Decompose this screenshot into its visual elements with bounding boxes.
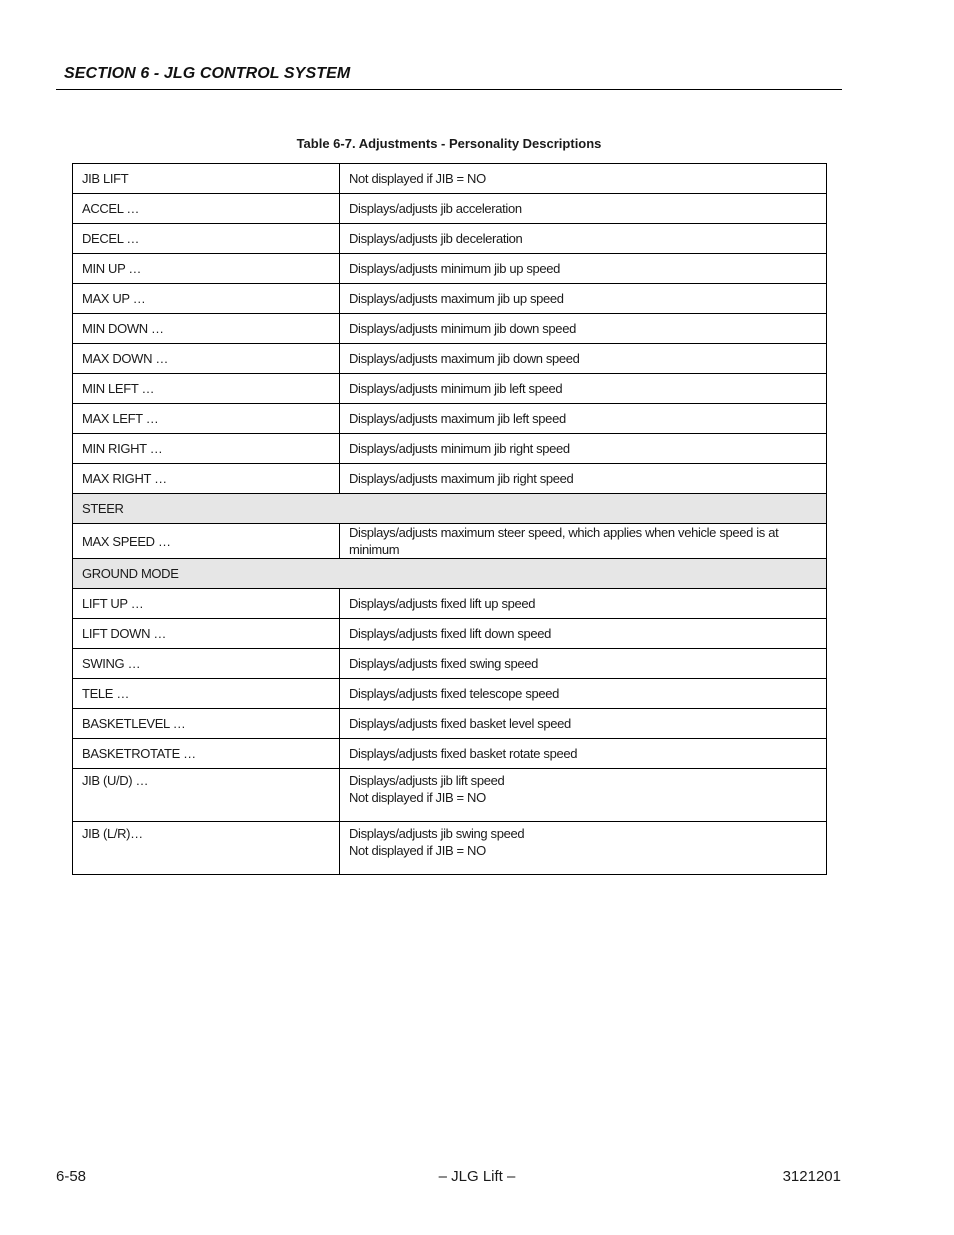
description-line: Displays/adjusts jib deceleration — [349, 231, 523, 246]
table-group-heading — [73, 494, 827, 524]
description-cell — [340, 709, 827, 739]
table-row — [73, 314, 827, 344]
description-line: Displays/adjusts minimum jib up speed — [349, 261, 561, 276]
table-row — [73, 679, 827, 709]
table-row — [73, 589, 827, 619]
table-row — [73, 434, 827, 464]
parameter-name-cell: MAX LEFT … — [73, 404, 340, 434]
description-line: Displays/adjusts minimum jib down speed — [349, 321, 576, 336]
section-title: SECTION 6 - JLG CONTROL SYSTEM — [64, 65, 351, 82]
parameter-name-cell: DECEL … — [73, 224, 340, 254]
table-row — [73, 769, 827, 822]
table-row — [73, 404, 827, 434]
description-cell — [340, 619, 827, 649]
description-cell — [340, 404, 827, 434]
description-cell — [340, 739, 827, 769]
section-header — [56, 64, 842, 90]
personality-table-body — [73, 164, 827, 875]
parameter-name-cell: MAX SPEED … — [73, 524, 340, 559]
description-line: Displays/adjusts maximum jib down speed — [349, 351, 580, 366]
table-row — [73, 619, 827, 649]
table-row — [73, 524, 827, 559]
document-number: 3121201 — [782, 1168, 841, 1185]
parameter-name-cell: MAX UP … — [73, 284, 340, 314]
description-line: Not displayed if JIB = NO — [349, 790, 486, 805]
table-caption: Table 6-7. Adjustments - Personality Descriptions — [296, 136, 602, 151]
table-row — [73, 374, 827, 404]
parameter-name-cell: SWING … — [73, 649, 340, 679]
parameter-name-cell: BASKETROTATE … — [73, 739, 340, 769]
description-cell — [340, 194, 827, 224]
description-line: Displays/adjusts maximum steer speed, which applies when vehicle speed is at minimum — [349, 525, 779, 557]
table-row — [73, 739, 827, 769]
parameter-name-cell: BASKETLEVEL … — [73, 709, 340, 739]
description-cell — [340, 164, 827, 194]
parameter-name-cell: JIB (U/D) … — [73, 769, 340, 822]
description-line: Displays/adjusts fixed telescope speed — [349, 686, 559, 701]
description-line: Displays/adjusts fixed swing speed — [349, 656, 538, 671]
description-cell — [340, 464, 827, 494]
description-line: Displays/adjusts fixed basket level speed — [349, 716, 571, 731]
page-number: 6-58 — [56, 1168, 87, 1185]
description-line: Displays/adjusts maximum jib right speed — [349, 471, 574, 486]
description-line: Displays/adjusts jib swing speed — [349, 826, 525, 841]
parameter-name-cell: JIB LIFT — [73, 164, 340, 194]
parameter-name-cell: LIFT DOWN … — [73, 619, 340, 649]
table-row — [73, 164, 827, 194]
parameter-name-cell: LIFT UP … — [73, 589, 340, 619]
description-cell — [340, 284, 827, 314]
description-cell — [340, 524, 827, 559]
group-heading-cell: GROUND MODE — [73, 559, 827, 589]
parameter-name-cell: MIN UP … — [73, 254, 340, 284]
table-row — [73, 194, 827, 224]
description-line: Displays/adjusts fixed lift up speed — [349, 596, 536, 611]
table-row — [73, 344, 827, 374]
description-line: Not displayed if JIB = NO — [349, 171, 486, 186]
description-cell — [340, 224, 827, 254]
parameter-name-cell: MAX RIGHT … — [73, 464, 340, 494]
table-row — [73, 709, 827, 739]
parameter-name-cell: TELE … — [73, 679, 340, 709]
description-line: Not displayed if JIB = NO — [349, 843, 486, 858]
parameter-name-cell: JIB (L/R)… — [73, 822, 340, 875]
table-group-heading — [73, 559, 827, 589]
description-cell — [340, 649, 827, 679]
description-line: Displays/adjusts maximum jib left speed — [349, 411, 566, 426]
table-row — [73, 464, 827, 494]
parameter-name-cell: MIN DOWN … — [73, 314, 340, 344]
table-row — [73, 224, 827, 254]
parameter-name-cell: MIN LEFT … — [73, 374, 340, 404]
description-line: Displays/adjusts maximum jib up speed — [349, 291, 564, 306]
table-row — [73, 284, 827, 314]
description-cell — [340, 822, 827, 875]
description-line: Displays/adjusts fixed lift down speed — [349, 626, 552, 641]
description-line: Displays/adjusts fixed basket rotate speed — [349, 746, 578, 761]
personality-table — [72, 163, 827, 875]
description-cell — [340, 589, 827, 619]
description-cell — [340, 434, 827, 464]
description-line: Displays/adjusts minimum jib left speed — [349, 381, 563, 396]
table-row — [73, 822, 827, 875]
group-heading-cell: STEER — [73, 494, 827, 524]
description-cell — [340, 314, 827, 344]
description-line: Displays/adjusts jib acceleration — [349, 201, 522, 216]
table-row — [73, 254, 827, 284]
description-cell — [340, 344, 827, 374]
parameter-name-cell: MIN RIGHT … — [73, 434, 340, 464]
description-cell — [340, 679, 827, 709]
description-line: Displays/adjusts jib lift speed — [349, 773, 505, 788]
parameter-name-cell: ACCEL … — [73, 194, 340, 224]
table-row — [73, 649, 827, 679]
parameter-name-cell: MAX DOWN … — [73, 344, 340, 374]
footer-title: – JLG Lift – — [438, 1168, 516, 1185]
description-line: Displays/adjusts minimum jib right speed — [349, 441, 570, 456]
description-cell — [340, 254, 827, 284]
description-cell — [340, 769, 827, 822]
description-cell — [340, 374, 827, 404]
